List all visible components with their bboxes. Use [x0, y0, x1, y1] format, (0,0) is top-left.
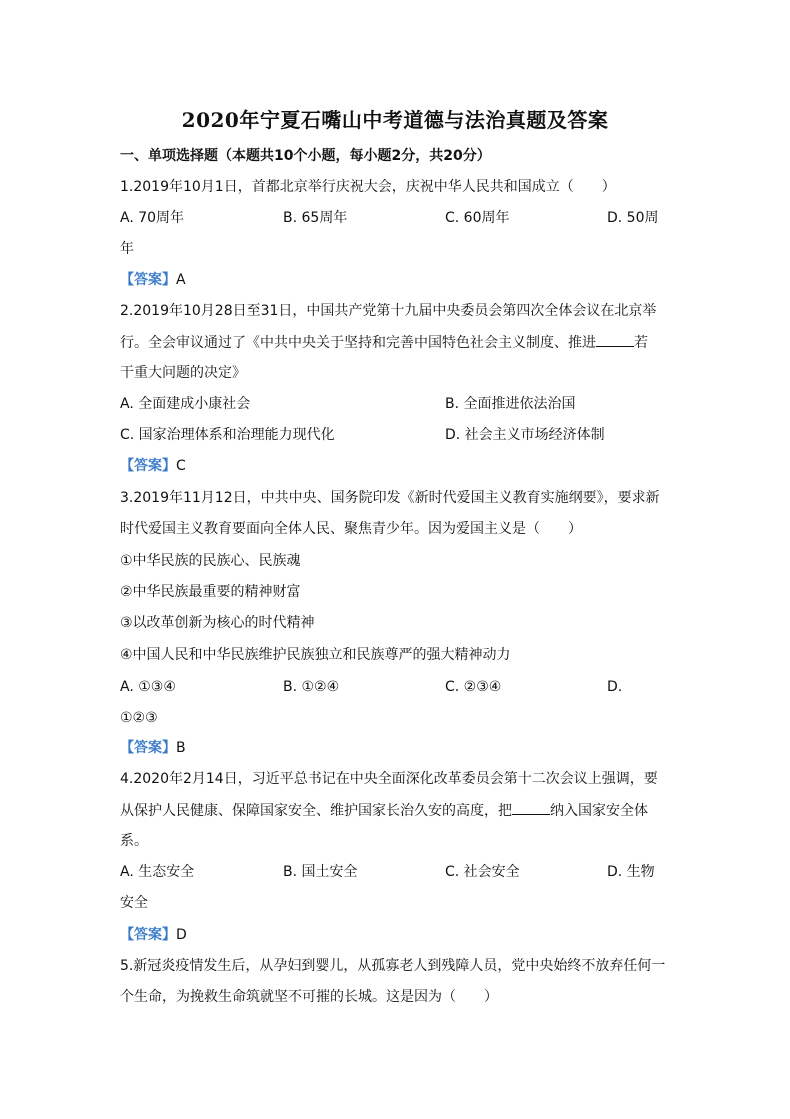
q4-option-d-continued: 安全 [120, 895, 148, 911]
answer-value: C [176, 458, 186, 474]
question-4-line-2-tail: 纳入国家安全体 [550, 803, 648, 819]
q1-option-b: B. 65周年 [283, 210, 348, 226]
q3-option-d-continued: ①②③ [120, 710, 158, 726]
answer-label: 【答案】 [120, 927, 176, 943]
answer-label: 【答案】 [120, 272, 176, 288]
answer-label: 【答案】 [120, 740, 176, 756]
fill-blank [596, 332, 634, 347]
answer-label: 【答案】 [120, 458, 176, 474]
question-4-line-2-text: 从保护人民健康、保障国家安全、维护国家长治久安的高度，把 [120, 803, 512, 819]
q2-option-d: D. 社会主义市场经济体制 [445, 427, 605, 443]
answer-value: A [176, 272, 186, 288]
question-5-line-1: 5.新冠炎疫情发生后，从孕妇到婴儿，从孤寡老人到残障人员，党中央始终不放弃任何一 [120, 958, 666, 974]
question-2-line-2 [120, 332, 648, 352]
q3-answer [120, 738, 186, 758]
q1-option-d-continued: 年 [120, 241, 134, 257]
q3-option-d: D. [607, 679, 623, 695]
q2-option-c: C. 国家治理体系和治理能力现代化 [120, 427, 335, 443]
question-2-line-1: 2.2019年10月28日至31日，中国共产党第十九届中央委员会第四次全体会议在北京举 [120, 303, 657, 319]
q3-option-b: B. ①②④ [283, 679, 340, 695]
answer-value: B [176, 740, 186, 756]
q2-option-a: A. 全面建成小康社会 [120, 396, 251, 412]
question-4-line-2 [120, 800, 648, 820]
answer-value: D [176, 927, 187, 943]
question-4-line-3: 系。 [120, 833, 148, 849]
q4-option-d: D. 生物 [607, 864, 655, 880]
q1-option-a: A. 70周年 [120, 210, 185, 226]
question-3-line-2: 时代爱国主义教育要面向全体人民、聚焦青少年。因为爱国主义是（ ） [120, 521, 582, 537]
question-2-line-2-tail: 若 [634, 335, 648, 351]
question-3-line-1: 3.2019年11月12日，中共中央、国务院印发《新时代爱国主义教育实施纲要》，要求新 [120, 490, 660, 506]
q3-option-c: C. ②③④ [445, 679, 502, 695]
fill-blank [512, 800, 550, 815]
q1-answer [120, 270, 186, 290]
q1-option-d: D. 50周 [607, 210, 659, 226]
question-1-stem: 1.2019年10月1日，首都北京举行庆祝大会，庆祝中华人民共和国成立（ ） [120, 179, 616, 195]
q3-option-a: A. ①③④ [120, 679, 176, 695]
q3-statement-2: ②中华民族最重要的精神财富 [120, 584, 301, 600]
q3-statement-1: ①中华民族的民族心、民族魂 [120, 553, 301, 569]
page-title: 2020年宁夏石嘴山中考道德与法治真题及答案 [181, 108, 609, 132]
q4-answer [120, 925, 187, 945]
question-2-line-2-text: 行。全会审议通过了《中共中央关于坚持和完善中国特色社会主义制度、推进 [120, 335, 596, 351]
q4-option-a: A. 生态安全 [120, 864, 195, 880]
question-2-line-3: 干重大问题的决定》 [120, 365, 246, 381]
q1-option-c: C. 60周年 [445, 210, 510, 226]
question-4-line-1: 4.2020年2月14日，习近平总书记在中央全面深化改革委员会第十二次会议上强调，要 [120, 771, 658, 787]
q2-answer [120, 456, 186, 476]
question-5-line-2: 个生命，为挽救生命筑就坚不可摧的长城。这是因为（ ） [120, 989, 498, 1005]
q4-option-b: B. 国土安全 [283, 864, 358, 880]
q3-statement-3: ③以改革创新为核心的时代精神 [120, 615, 315, 631]
section-heading: 一、单项选择题（本题共10个小题，每小题2分，共20分） [120, 148, 491, 164]
q2-option-b: B. 全面推进依法治国 [445, 396, 576, 412]
q4-option-c: C. 社会安全 [445, 864, 520, 880]
q3-statement-4: ④中国人民和中华民族维护民族独立和民族尊严的强大精神动力 [120, 647, 511, 663]
